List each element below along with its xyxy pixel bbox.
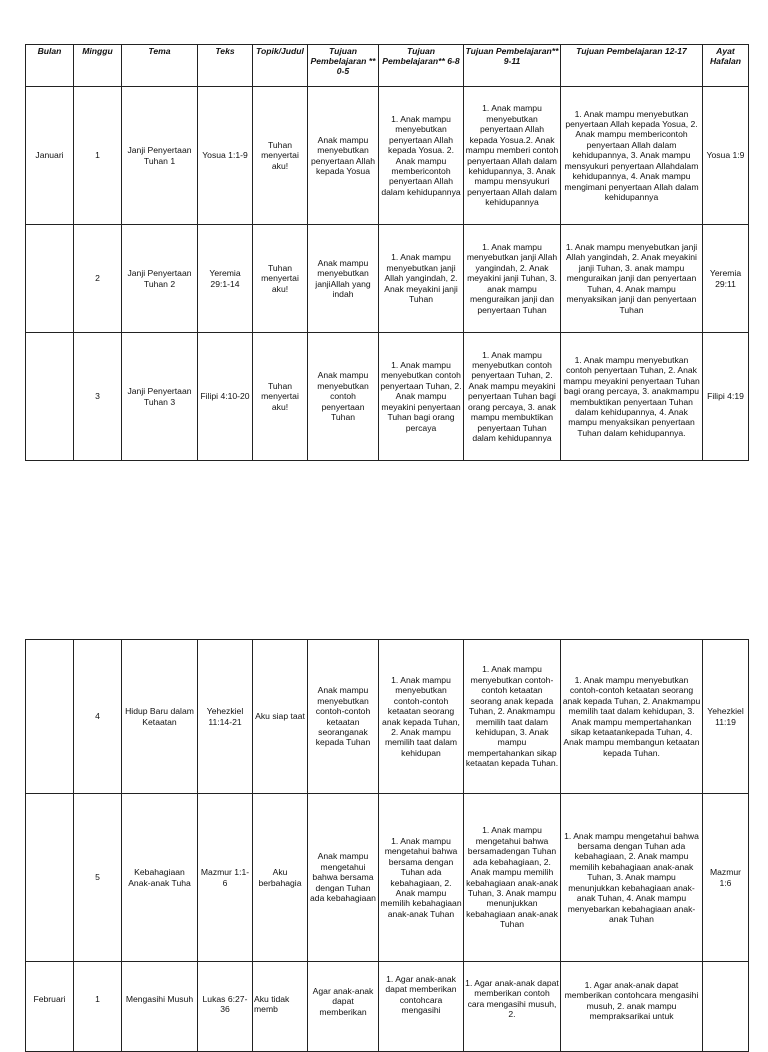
table-row [26,225,749,333]
cell-minggu: 1 [74,87,122,225]
cell-ayat-hafalan: Yosua 1:9 [703,87,749,225]
cell-teks: Yeremia 29:1-14 [198,225,253,333]
cell-ayat-hafalan [703,962,749,1052]
cell-tujuan-9-11: 1. Anak mampu menyebutkan contoh-contoh ketaatan seorang anak kepada Tuhan, 2. Anakmampu memilih taat dalam kehidupan, 3. Anak mampu mempertahankan sikap ketaatan kepada Tuhan. [464,640,561,794]
cell-tema: Janji Penyertaan Tuhan 1 [122,87,198,225]
header-cell: Tujuan Pembelajaran** 6-8 [379,45,464,87]
header-cell: Teks [198,45,253,87]
cell-teks: Yosua 1:1-9 [198,87,253,225]
cell-tujuan-6-8: 1. Agar anak-anak dapat memberikan contohcara mengasihi [379,962,464,1052]
cell-tujuan-6-8: 1. Anak mampu menyebutkan janji Allah yangindah, 2. Anak meyakini janji Tuhan [379,225,464,333]
cell-tema: Kebahagiaan Anak-anak Tuha [122,794,198,962]
cell-teks: Lukas 6:27-36 [198,962,253,1052]
cell-tujuan-6-8: 1. Anak mampu menyebutkan penyertaan Allah kepada Yosua. 2. Anak mampu membericontoh penyertaan Allah dalam kehidupannya [379,87,464,225]
cell-bulan [26,640,74,794]
cell-tema: Mengasihi Musuh [122,962,198,1052]
cell-topik: Aku berbahagia [253,794,308,962]
cell-bulan [26,225,74,333]
header-cell: Bulan [26,45,74,87]
cell-teks: Yehezkiel 11:14-21 [198,640,253,794]
cell-topik: Tuhan menyertai aku! [253,87,308,225]
cell-tujuan-0-5: Agar anak-anak dapat memberikan [308,962,379,1052]
cell-topik: Tuhan menyertai aku! [253,333,308,461]
cell-minggu: 3 [74,333,122,461]
cell-ayat-hafalan: Filipi 4:19 [703,333,749,461]
cell-minggu: 1 [74,962,122,1052]
cell-tujuan-0-5: Anak mampu menyebutkan janjiAllah yang indah [308,225,379,333]
cell-tema: Janji Penyertaan Tuhan 3 [122,333,198,461]
header-cell: Topik/Judul [253,45,308,87]
cell-tujuan-6-8: 1. Anak mampu menyebutkan contoh-contoh ketaatan seorang anak kepada Tuhan, 2. Anak mampu memilih taat dalam kehidupan [379,640,464,794]
cell-ayat-hafalan: Yeremia 29:11 [703,225,749,333]
cell-bulan [26,794,74,962]
table-row [26,640,749,794]
header-cell: Tujuan Pembelajaran 12-17 [561,45,703,87]
table-row [26,87,749,225]
cell-teks: Filipi 4:10-20 [198,333,253,461]
cell-tujuan-12-17: 1. Anak mampu menyebutkan penyertaan Allah kepada Yosua, 2. Anak mampu membericontoh penyertaan Allah dalam kehidupannya, 3. Anak mampu mensyukuri penyertaan Allahdalam kehidupannya, 4. Anak mampu mengimani penyertaan Allah dalam kehidupannya [561,87,703,225]
cell-tujuan-12-17: 1. Anak mampu menyebutkan contoh-contoh ketaatan seorang anak kepada Tuhan, 2. Anakmampu memilih taat dalam kehidupan, 3. Anak mampu mempertahankan sikap ketaatankepada Tuhan, 4. Anak mampu membangun ketaatan kepada Tuhan. [561,640,703,794]
header-row [26,45,749,87]
header-cell: Minggu [74,45,122,87]
cell-minggu: 4 [74,640,122,794]
cell-tujuan-9-11: 1. Anak mampu menyebutkan contoh penyertaan Tuhan, 2. Anak mampu meyakini penyertaan Tuhan bagi orang percaya, 3. anak mampu membuktikan penyertaan Tuhan dalam kehidupannya [464,333,561,461]
cell-ayat-hafalan: Mazmur 1:6 [703,794,749,962]
header-cell: Tujuan Pembelajaran** 9-11 [464,45,561,87]
cell-teks: Mazmur 1:1-6 [198,794,253,962]
cell-topik: Aku siap taat [253,640,308,794]
cell-tujuan-0-5: Anak mampu menyebutkan contoh-contoh ketaatan seoranganak kepada Tuhan [308,640,379,794]
cell-bulan [26,333,74,461]
cell-topik: Tuhan menyertai aku! [253,225,308,333]
cell-bulan: Februari [26,962,74,1052]
header-cell: Tujuan Pembelajaran ** 0-5 [308,45,379,87]
cell-tujuan-9-11: 1. Anak mampu menyebutkan janji Allah yangindah, 2. Anak meyakini janji Tuhan, 3. anak mampu menguraikan janji dan penyertaan Tuhan [464,225,561,333]
cell-tema: Janji Penyertaan Tuhan 2 [122,225,198,333]
header-cell: Ayat Hafalan [703,45,749,87]
curriculum-table-1 [25,44,749,461]
cell-tujuan-6-8: 1. Anak mampu mengetahui bahwa bersama dengan Tuhan ada kebahagiaan, 2. Anak mampu memilih kebahagiaan anak-anak Tuhan [379,794,464,962]
cell-tujuan-6-8: 1. Anak mampu menyebutkan contoh penyertaan Tuhan, 2. Anak mampu meyakini penyertaan Tuhan bagi orang percaya [379,333,464,461]
cell-tujuan-12-17: 1. Anak mampu mengetahui bahwa bersama dengan Tuhan ada kebahagiaan, 2. Anak mampu memilih kebahagiaan anak-anak Tuhan, 3. Anak mampu menunjukkan kebahagiaan anak-anak Tuhan, 4. Anak mampu menyebarkan kebahagiaan anak-anak Tuhan [561,794,703,962]
table-row [26,794,749,962]
header-cell: Tema [122,45,198,87]
table-row [26,962,749,1052]
cell-tujuan-0-5: Anak mampu menyebutkan penyertaan Allah kepada Yosua [308,87,379,225]
cell-tujuan-12-17: 1. Anak mampu menyebutkan contoh penyertaan Tuhan, 2. Anak mampu meyakini penyertaan Tuhan bagi orang percaya, 3. anakmampu membuktikan penyertaan Tuhan dalam kehidupannya, 4. Anak mampu menyaksikan penyertaan Tuhan dalam kehidupannya. [561,333,703,461]
cell-ayat-hafalan: Yehezkiel 11:19 [703,640,749,794]
cell-topik: Aku tidak memb [253,962,308,1052]
cell-tujuan-12-17: 1. Agar anak-anak dapat memberikan contohcara mengasihi musuh, 2. anak mampu mempraksarikai untuk [561,962,703,1052]
cell-minggu: 5 [74,794,122,962]
cell-minggu: 2 [74,225,122,333]
cell-tujuan-9-11: 1. Agar anak-anak dapat memberikan contoh cara mengasihi musuh, 2. [464,962,561,1052]
table-row [26,333,749,461]
cell-tujuan-0-5: Anak mampu mengetahui bahwa bersama dengan Tuhan ada kebahagiaan [308,794,379,962]
cell-tujuan-0-5: Anak mampu menyebutkan contoh penyertaan Tuhan [308,333,379,461]
cell-tujuan-9-11: 1. Anak mampu mengetahui bahwa bersamadengan Tuhan ada kebahagiaan, 2. Anak mampu memilih kebahagiaan anak-anak Tuhan, 3. Anak mampu menunjukkan kebahagiaan anak-anak Tuhan [464,794,561,962]
cell-tujuan-9-11: 1. Anak mampu menyebutkan penyertaan Allah kepada Yosua.2. Anak mampu memberi contoh penyertaan Allah dalam kehidupannya, 3. Anak mampu mensyukuri penyertaan Allah dalam kehidupannya [464,87,561,225]
curriculum-table-2 [25,639,749,1052]
cell-bulan: Januari [26,87,74,225]
cell-tema: Hidup Baru dalam Ketaatan [122,640,198,794]
cell-tujuan-12-17: 1. Anak mampu menyebutkan janji Allah yangindah, 2. Anak meyakini janji Tuhan, 3. anak mampu menguraikan janji dan penyertaan Tuhan, 4. Anak mampu menyaksikan janji dan penyertaan Tuhan [561,225,703,333]
